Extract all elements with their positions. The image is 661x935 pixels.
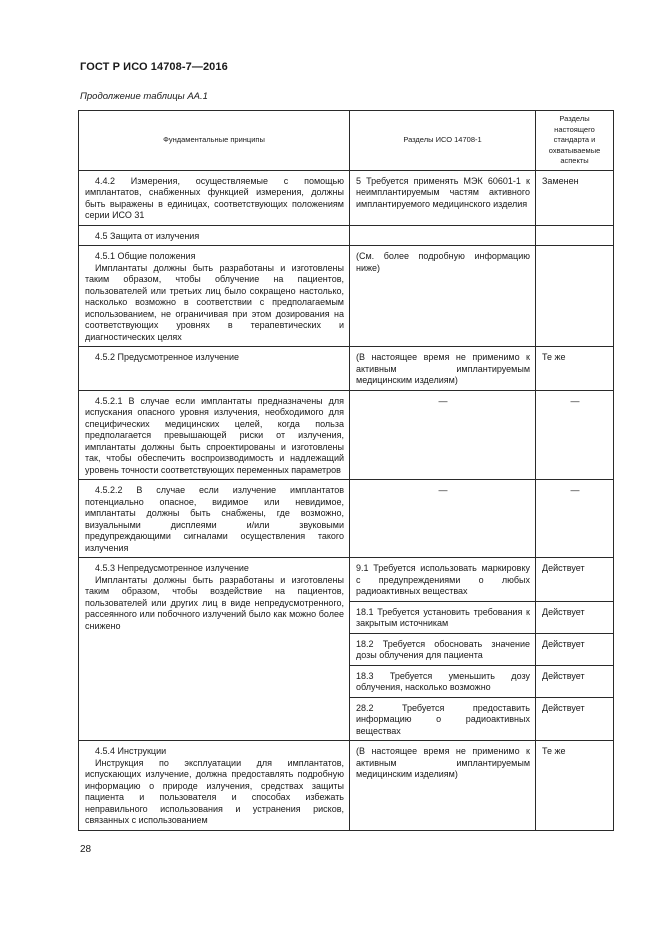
status-cell <box>536 225 614 246</box>
status-cell: Действует <box>536 558 614 602</box>
principle-title: 4.5.3 Непредусмотренное излучение <box>95 563 249 573</box>
section-cell: (В настоящее время не применимо к активным имплантируемым медицинским изделиям) <box>350 741 536 831</box>
status-cell: — <box>536 480 614 558</box>
principle-cell: 4.5.2.1 В случае если имплантаты предназначены для испускания опасного уровня излучения, необходимого для специфических медицинских целей, когда польза предполагается превышающей риски от излучения, имплантаты должны быть спроектированы и изготовлены так, чтобы обеспечить воспроизводимость и надлежащий уровень точности соответствующих переменных параметров <box>79 390 350 480</box>
principle-text: Имплантаты должны быть разработаны и изготовлены таким образом, чтобы облучение на пациентов, пользователей или третьих лиц было сокращено настолько, насколько возможно в соответствии с предполагаемым использованием, не ограничивая при этом дозирования на соответствующих уровнях в терапевтических и диагностических целях <box>85 262 344 342</box>
principles-table <box>78 110 614 831</box>
table-caption: Продолжение таблицы АА.1 <box>80 91 208 102</box>
table-row <box>79 225 614 246</box>
table-row <box>79 170 614 225</box>
principle-title: 4.5.4 Инструкции <box>95 746 167 756</box>
section-cell: 18.1 Требуется установить требования к закрытым источникам <box>350 601 536 633</box>
section-cell: 9.1 Требуется использовать маркировку с предупреждениями о любых радиоактивных веществах <box>350 558 536 602</box>
section-cell: 18.2 Требуется обосновать значение дозы облучения для пациента <box>350 633 536 665</box>
header-iso-sections: Разделы ИСО 14708-1 <box>350 111 536 171</box>
table-row <box>79 390 614 480</box>
status-cell: Заменен <box>536 170 614 225</box>
header-standard-sections: Разделы настоящего стандарта и охватываемые аспекты <box>536 111 614 171</box>
header-principles: Фундаментальные принципы <box>79 111 350 171</box>
principle-text: Инструкция по эксплуатации для имплантатов, испускающих излучение, должна предоставлять подробную информацию о природе излучения, средствах защиты пациента и пользователя и способах избежать неправильного использования и устранения рисков, связанных с использованием <box>85 757 344 825</box>
section-cell <box>350 225 536 246</box>
principle-cell <box>79 741 350 831</box>
principle-cell: 4.4.2 Измерения, осуществляемые с помощью имплантатов, снабженных функцией измерения, должны быть выражены в единицах, соответствующих положениям серии ИСО 31 <box>79 170 350 225</box>
principle-cell <box>79 246 350 347</box>
status-cell <box>536 246 614 347</box>
table-row <box>79 246 614 347</box>
principle-cell: 4.5.2.2 В случае если излучение имплантатов потенциально опасное, видимое или невидимое, имплантаты должны быть снабжены, где возможно, визуальными дисплеями и/или звуковыми предупреждающими сигналами осуществления такого излучения <box>79 480 350 558</box>
status-cell: Те же <box>536 347 614 391</box>
status-cell: Те же <box>536 741 614 831</box>
section-cell: 28.2 Требуется предоставить информацию о радиоактивных веществах <box>350 697 536 741</box>
section-cell: 5 Требуется применять МЭК 60601-1 к неимплантируемым частям активного имплантируемого медицинского изделия <box>350 170 536 225</box>
principle-title: 4.5.1 Общие положения <box>95 251 196 261</box>
principle-cell <box>79 558 350 741</box>
table-row <box>79 741 614 831</box>
section-cell: (См. более подробную информацию ниже) <box>350 246 536 347</box>
table-header-row <box>79 111 614 171</box>
status-cell: Действует <box>536 665 614 697</box>
table-row <box>79 480 614 558</box>
table-row <box>79 347 614 391</box>
document-header: ГОСТ Р ИСО 14708-7—2016 <box>80 61 228 73</box>
section-cell: — <box>350 480 536 558</box>
page-number: 28 <box>80 844 92 855</box>
principle-cell: 4.5 Защита от излучения <box>79 225 350 246</box>
section-cell: 18.3 Требуется уменьшить дозу облучения, насколько возможно <box>350 665 536 697</box>
table-row <box>79 558 614 602</box>
principle-text: Имплантаты должны быть разработаны и изготовлены таким образом, чтобы воздействие на пациентов, пользователей или других лиц в виде непредусмотренного, рассеянного или побочного излучений было как можно более снижено <box>85 574 344 631</box>
status-cell: Действует <box>536 633 614 665</box>
principle-cell: 4.5.2 Предусмотренное излучение <box>79 347 350 391</box>
status-cell: — <box>536 390 614 480</box>
status-cell: Действует <box>536 601 614 633</box>
section-cell: — <box>350 390 536 480</box>
status-cell: Действует <box>536 697 614 741</box>
section-cell: (В настоящее время не применимо к активным имплантируемым медицинским изделиям) <box>350 347 536 391</box>
